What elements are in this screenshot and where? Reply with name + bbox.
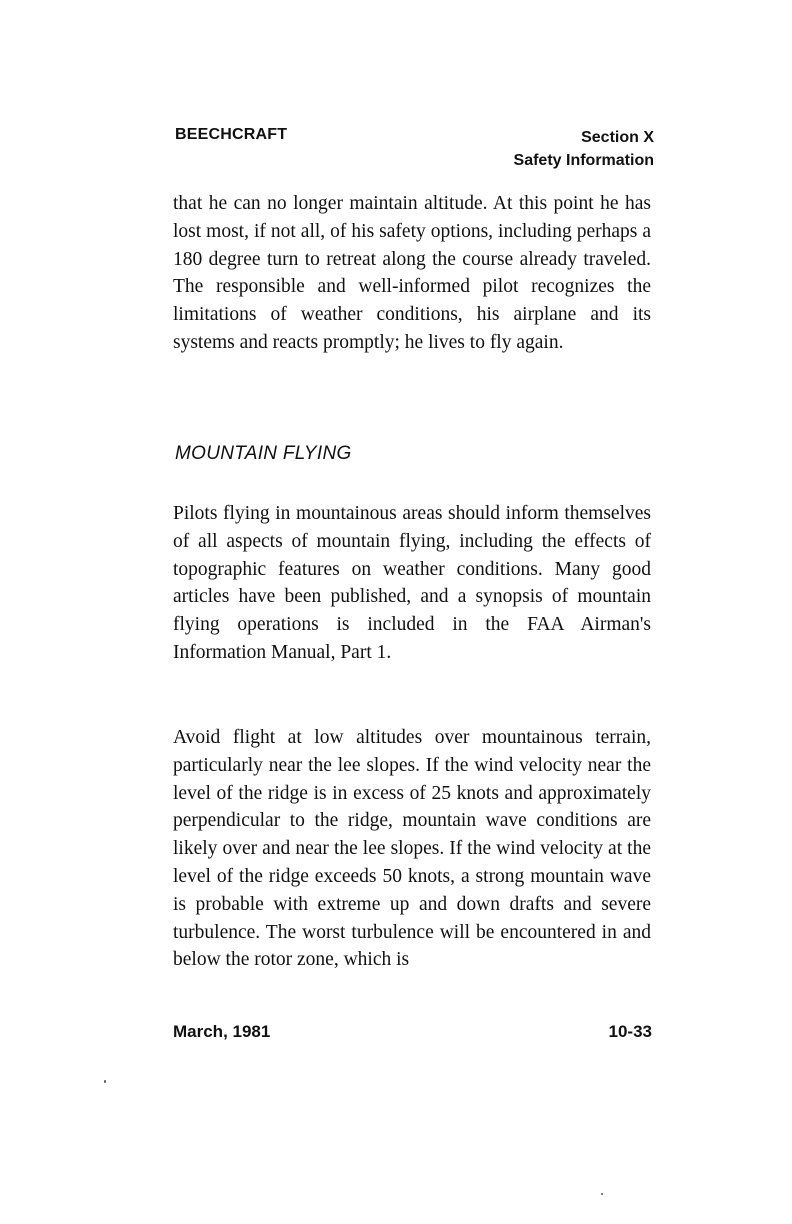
header-section-info xyxy=(514,126,654,172)
header-subsection: Safety Information xyxy=(513,152,654,169)
footer-page-number: 10-33 xyxy=(608,1022,652,1041)
scan-speck xyxy=(104,1080,106,1083)
header-section: Section X xyxy=(581,129,654,146)
paragraph-continuation: that he can no longer maintain altitude. At this point he has lost most, if not all, of his safety options, including perhaps a 180 degree turn to retreat along the course already traveled. The responsible and well-informed pilot recognizes the limitations of weather conditions, his airplane and its systems and reacts promptly; he lives to fly again. xyxy=(173,193,651,353)
section-heading: MOUNTAIN FLYING xyxy=(175,443,352,464)
paragraph-mountain-intro: Pilots flying in mountainous areas should inform themselves of all aspects of mountain flying, including the effects of topographic features on weather conditions. Many good articles have been published, and a synopsis of mountain flying operations is included in the FAA Airman's Information Manual, Part 1. xyxy=(173,503,651,663)
paragraph-mountain-wave: Avoid flight at low altitudes over mountainous terrain, particularly near the lee slopes. If the wind velocity near the level of the ridge is in excess of 25 knots and approximately perpendicular to the ridge, mountain wave conditions are likely over and near the lee slopes. If the wind velocity at the level of the ridge exceeds 50 knots, a strong mountain wave is probable with extreme up and down drafts and severe turbulence. The worst turbulence will be encountered in and below the rotor zone, which is xyxy=(173,727,651,971)
scan-speck xyxy=(601,1193,603,1195)
header-brand: BEECHCRAFT xyxy=(175,126,288,143)
footer-date: March, 1981 xyxy=(173,1022,271,1041)
